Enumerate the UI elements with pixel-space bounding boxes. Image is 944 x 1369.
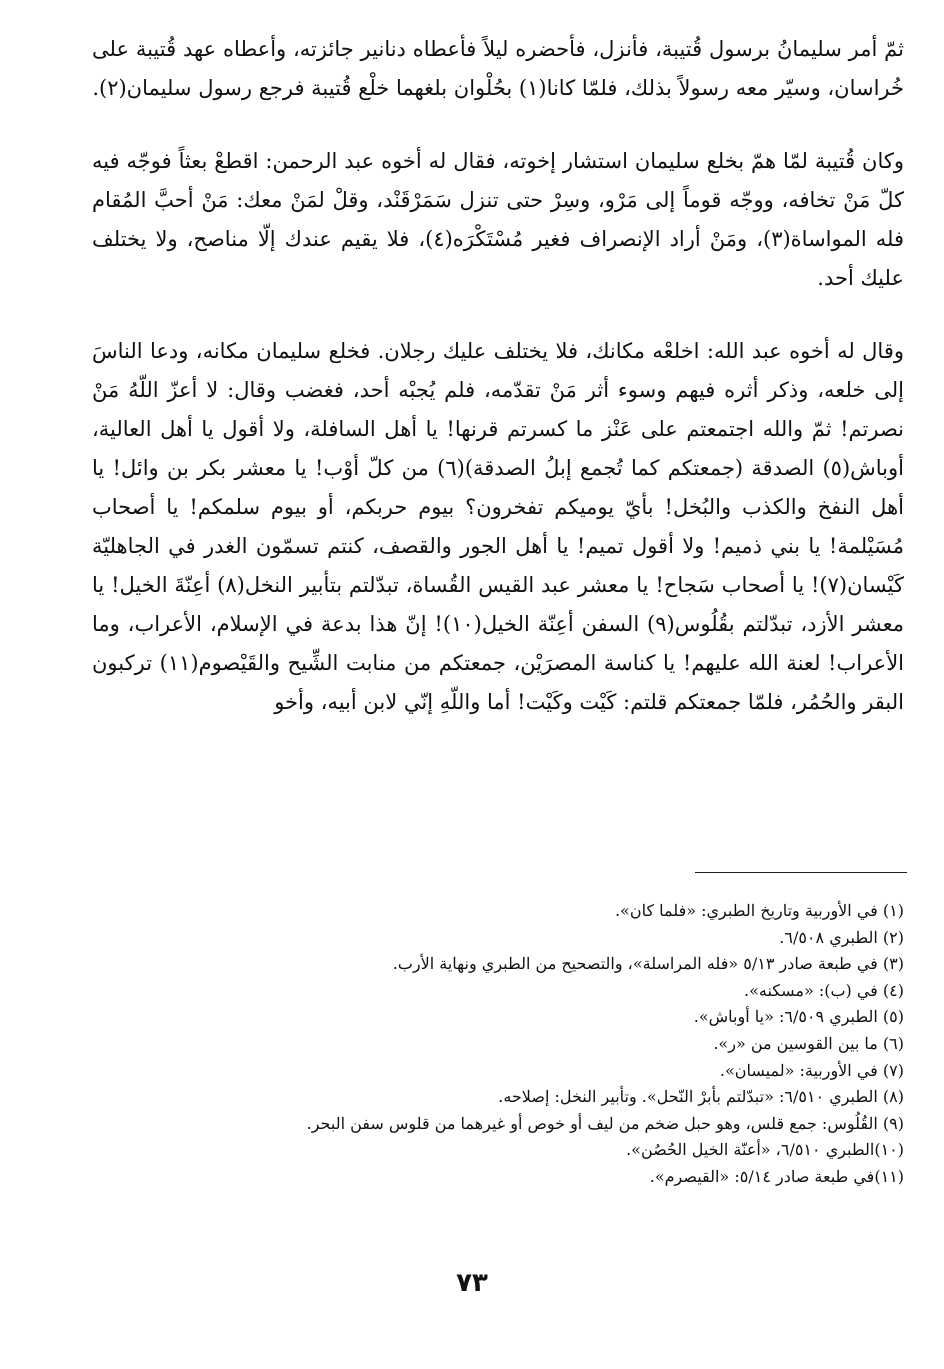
footnote: (١١)في طبعة صادر ٥/١٤: «القيصرم».	[649, 1166, 904, 1186]
footnote: (٦) ما بين القوسين من «ر».	[713, 1033, 904, 1053]
footnotes	[92, 898, 904, 1191]
footnote: (١٠)الطبري ٦/٥١٠، «أعنّة الخيل الحُصُن».	[626, 1140, 904, 1160]
footnote: (٧) في الأوربية: «لميسان».	[719, 1060, 904, 1080]
page-number: ٧٣	[456, 1268, 488, 1298]
footnote: (١) في الأوربية وتاريخ الطبري: «فلما كان».	[614, 901, 904, 920]
footnote-separator	[695, 872, 907, 873]
footnote: (٨) الطبري ٦/٥١٠: «تبدّلتم بأبرْ النّحل». وتأبير النخل: إصلاحه.	[498, 1087, 904, 1107]
main-text	[92, 30, 904, 722]
footnote: (٥) الطبري ٦/٥٠٩: «يا أوباش».	[693, 1007, 904, 1027]
paragraph: وقال له أخوه عبد الله: اخلعْه مكانك، فلا يختلف عليك رجلان. فخلع سليمان مكانه، ودعا الناسَ إلى خلعه، وذكر أثره فيهم وسوء أثر مَنْ تقدّمه، فلم يُجبْه أحد، فغضب وقال: لا أعزّ اللّهُ مَنْ نصرتم! ثمّ والله اجتمعتم على عَنْز ما كسرتم قرنها! يا أهل السافلة، ولا أقول يا أهل العالية، أوباش(٥) الصدقة (جمعتكم كما تُجمع إبلُ الصدقة)(٦) من كلّ أوْب! يا معشر بكر بن وائل! يا أهل النفخ والكذب والبُخل! بأيّ يوميكم تفخرون؟ بيوم حربكم، أو بيوم سلمكم! يا أصحاب مُسَيْلمة! يا بني ذميم! ولا أقول تميم! يا أهل الجور والقصف، كنتم تسمّون الغدر في الجاهليّة كَيْسان(٧)! يا أصحاب سَجاح! يا معشر عبد القيس القُساة، تبدّلتم بتأبير النخل(٨) أعِنّةَ الخيل! يا معشر الأزد، تبدّلتم بقُلُوس(٩) السفن أعِنّة الخيل(١٠)! إنّ هذا بدعة في الإسلام، الأعراب، وما الأعراب! لعنة الله عليهم! يا كناسة المصرَيْن، جمعتكم من منابت الشِّيح والقَيْصوم(١١) تركبون البقر والحُمُر، فلمّا جمعتكم قلتم: كَيْت وكَيْت! أما واللّهِ إنّي لابن أبيه، وأخو	[92, 339, 905, 714]
footnote: (٤) في (ب): «مسكنه».	[743, 980, 904, 1000]
footnote: (٣) في طبعة صادر ٥/١٣ «فله المراسلة»، والتصحيح من الطبري ونهاية الأرب.	[392, 954, 904, 974]
footnote: (٢) الطبري ٦/٥٠٨.	[779, 927, 904, 947]
paragraph: وكان قُتيبة لمّا همّ بخلع سليمان استشار إخوته، فقال له أخوه عبد الرحمن: اقطعْ بعثاً فوجّه فيه كلّ مَنْ تخافه، ووجّه قوماً إلى مَرْو، وسِرْ حتى تنزل سَمَرْقَنْد، وقلْ لمَنْ معك: مَنْ أحبَّ المُقام فله المواساة(٣)، ومَنْ أراد الإنصراف فغير مُسْتَكْرَه(٤)، فلا يقيم عندك إلّا مناصح، ولا يختلف عليك أحد.	[92, 149, 905, 290]
paragraph: ثمّ أمر سليمانُ برسول قُتيبة، فأنزل، فأحضره ليلاً فأعطاه دنانير جائزته، وأعطاه عهد قُتيبة على خُراسان، وسيّر معه رسولاً بذلك، فلمّا كانا(١) بحُلْوان بلغهما خلْع قُتيبة فرجع رسول سليمان(٢).	[92, 37, 904, 100]
footnote: (٩) القُلُوس: جمع قلس، وهو حبل ضخم من ليف أو خوص أو غيرهما من قلوس سفن البحر.	[306, 1113, 904, 1133]
